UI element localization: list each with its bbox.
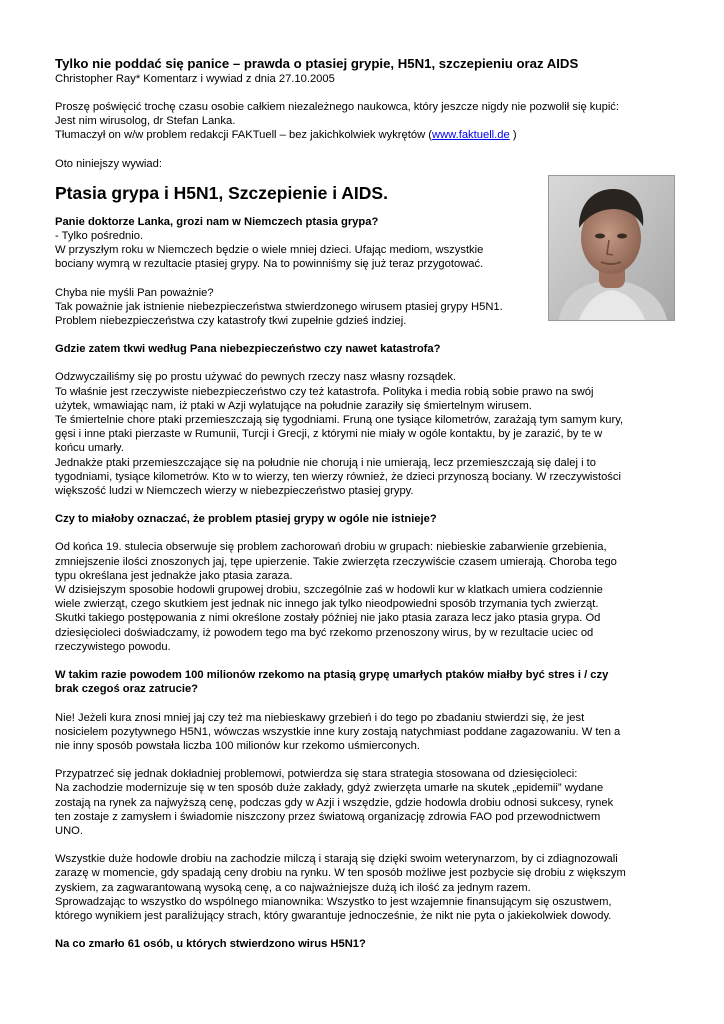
answer-line: Tak poważnie jak istnienie niebezpieczeństwa stwierdzonego wirusem ptasiej grypy H5N1. bbox=[55, 300, 503, 313]
answer-line: Wszystkie duże hodowle drobiu na zachodzie milczą i starają się dzięki swoim weterynarzom, by ci zdiagnozowali bbox=[55, 853, 618, 866]
answer-line: bociany wymrą w rezultacie ptasiej grypy. Na to powinniśmy się już teraz przygotować. bbox=[55, 258, 484, 271]
answer-line: Te śmiertelnie chore ptaki przemieszczają się tygodniami. Fruną one tysiące kilometrów, zarażają tym samym kury, bbox=[55, 414, 624, 427]
answer-line: wiele zwierząt, czego skutkiem jest jednak nic innego jak tylko nieodpowiedni sposób trzymania tych zwierząt. bbox=[55, 598, 599, 611]
faktuell-link[interactable]: www.faktuell.de bbox=[431, 129, 510, 142]
answer-line: - Tylko pośrednio. bbox=[55, 230, 144, 243]
answer-line: Jednakże ptaki przemieszczające się na południe nie chorują i nie umierają, lecz przemieszczają się dalej i to bbox=[55, 456, 597, 469]
answer-line: UNO. bbox=[55, 824, 83, 837]
interview-question: W takim razie powodem 100 milionów rzekomo na ptasią grypę umarłych ptaków miałby być stres i / czy bbox=[55, 669, 609, 682]
interview-question: Czy to miałoby oznaczać, że problem ptasiej grypy w ogóle nie istnieje? bbox=[55, 513, 437, 526]
document-subtitle: Christopher Ray* Komentarz i wywiad z dnia 27.10.2005 bbox=[55, 73, 335, 85]
answer-line: Sprowadzając to wszystko do wspólnego mianownika: Wszystko to jest wzajemnie finansującym się oszustwem, bbox=[55, 895, 612, 908]
intro-line-suffix: ) bbox=[512, 129, 517, 142]
answer-line: ten zostaje z zamysłem i świadomie niszczony przez światową organizację zdrowia FAO pod przewodnictwem bbox=[55, 810, 601, 823]
answer-line: Na zachodzie modernizuje się w ten sposób duże zakłady, gdyż zwierzęta umarłe na skutek „epidemii” wydane bbox=[55, 782, 604, 795]
answer-line: zyskiem, za zagwarantowaną wysoką cenę, a co najważniejsze dużą ich ilość za jednym razem. bbox=[55, 881, 531, 894]
answer-line: tygodniami, tysiące kilometrów. Kto w to wierzy, ten wierzy również, że dzieci przynoszą bociany. W rzeczywistości bbox=[55, 470, 621, 483]
answer-line: nosicielem pozytywnego H5N1, wówczas wszystkie inne kury zostają natychmiast poddane zagazowaniu. W ten a bbox=[55, 725, 621, 738]
interview-question: brak czegoś oraz zatrucie? bbox=[55, 683, 199, 696]
portrait-illustration bbox=[549, 176, 674, 320]
answer-line: Nie! Jeżeli kura znosi mniej jaj czy też ma niebieskawy grzebień i do tego po zbadaniu stwierdzi się, że jest bbox=[55, 711, 585, 724]
section-heading: Ptasia grypa i H5N1, Szczepienie i AIDS. bbox=[55, 182, 388, 203]
answer-line: To właśnie jest rzeczywiste niebezpieczeństwo czy też katastrofa. Polityka i media robią sobie prawo na swój bbox=[55, 385, 594, 398]
intro-line: Oto niniejszy wywiad: bbox=[55, 157, 162, 170]
interview-question-plain: Chyba nie myśli Pan poważnie? bbox=[55, 286, 214, 299]
intro-line bbox=[55, 128, 675, 142]
answer-line: którego wynikiem jest paraliżujący strach, który gwarantuje jednocześnie, że nikt nie pyta o jakiekolwiek dowody. bbox=[55, 909, 612, 922]
portrait-photo bbox=[548, 175, 675, 321]
answer-line: zostają na rynek za najwyższą cenę, podczas gdy w Azji i wszędzie, gdzie hodowla drobiu odnosi sukcesy, rynek bbox=[55, 796, 614, 809]
answer-line: W przyszłym roku w Niemczech będzie o wiele mniej dzieci. Ufając mediom, wszystkie bbox=[55, 244, 484, 257]
intro-line: Jest nim wirusolog, dr Stefan Lanka. bbox=[55, 115, 236, 128]
answer-line: nie inny sposób powstała liczba 100 milionów kur rzekomo uśmierconych. bbox=[55, 739, 421, 752]
answer-line: końcu umarły. bbox=[55, 442, 124, 455]
answer-line: Odzwyczailiśmy się po prostu używać do pewnych rzeczy nasz własny rozsądek. bbox=[55, 371, 457, 384]
intro-line-prefix: Tłumaczył on w/w problem redakcji FAKTuell – bez jakichkolwiek wykrętów ( bbox=[55, 129, 432, 142]
answer-line: zarazę w momencie, gdy spadają ceny drobiu na rynku. W ten sposób możliwe jest pozbycie się drobiu z większym bbox=[55, 867, 626, 880]
interview-question: Gdzie zatem tkwi według Pana niebezpieczeństwo czy nawet katastrofa? bbox=[55, 343, 441, 356]
answer-line: typu określana jest jednakże jako ptasia zaraza. bbox=[55, 569, 293, 582]
answer-line: większość ludzi w Niemczech wierzy w niebezpieczeństwo ptasiej grypy. bbox=[55, 485, 414, 498]
answer-line: Skutki takiego postępowania z nimi określone zostały później nie jako ptasia zaraza lecz jako ptasia grypa. Od bbox=[55, 612, 601, 625]
interview-question: Panie doktorze Lanka, grozi nam w Niemczech ptasia grypa? bbox=[55, 215, 379, 228]
answer-line: Problem niebezpieczeństwa czy katastrofy tkwi zupełnie gdzieś indziej. bbox=[55, 315, 407, 328]
intro-line: Proszę poświęcić trochę czasu osobie całkiem niezależnego naukowca, który jeszcze nigdy nie pozwolił się kupić: bbox=[55, 101, 620, 113]
answer-line: rzeczywistego powodu. bbox=[55, 640, 171, 653]
answer-line: gęsi i inne ptaki pierzaste w Rumunii, Turcji i Grecji, z którymi nie miały w ogóle kontaktu, by je zarazić, by te w bbox=[55, 428, 603, 441]
document-title: Tylko nie poddać się panice – prawda o ptasiej grypie, H5N1, szczepieniu oraz AIDS bbox=[55, 56, 579, 71]
answer-line: zmniejszenie ilości znoszonych jaj, tępe upierzenie. Takie zwierzęta rzeczywiście czasem umierają. Choroba tego bbox=[55, 555, 617, 568]
answer-line: W dzisiejszym sposobie hodowli grupowej drobiu, szczególnie zaś w hodowli kur w klatkach umiera codziennie bbox=[55, 584, 603, 597]
interview-question: Na co zmarło 61 osób, u których stwierdzono wirus H5N1? bbox=[55, 938, 366, 951]
answer-line: użytek, wmawiając nam, iż ptaki w Azji wylatujące na południe zaraziły się śmiertelnym wirusem. bbox=[55, 399, 532, 412]
answer-line: Od końca 19. stulecia obserwuje się problem zachorowań drobiu w grupach: niebieskie zabarwienie grzebienia, bbox=[55, 541, 607, 554]
answer-line: dziesięcioleci doświadczamy, iż powodem tego ma być rzekomo przenoszony wirus, by w rezultacie uciec od bbox=[55, 626, 594, 639]
answer-line: Przypatrzeć się jednak dokładniej problemowi, potwierdza się stara strategia stosowana od dziesięcioleci: bbox=[55, 768, 578, 781]
